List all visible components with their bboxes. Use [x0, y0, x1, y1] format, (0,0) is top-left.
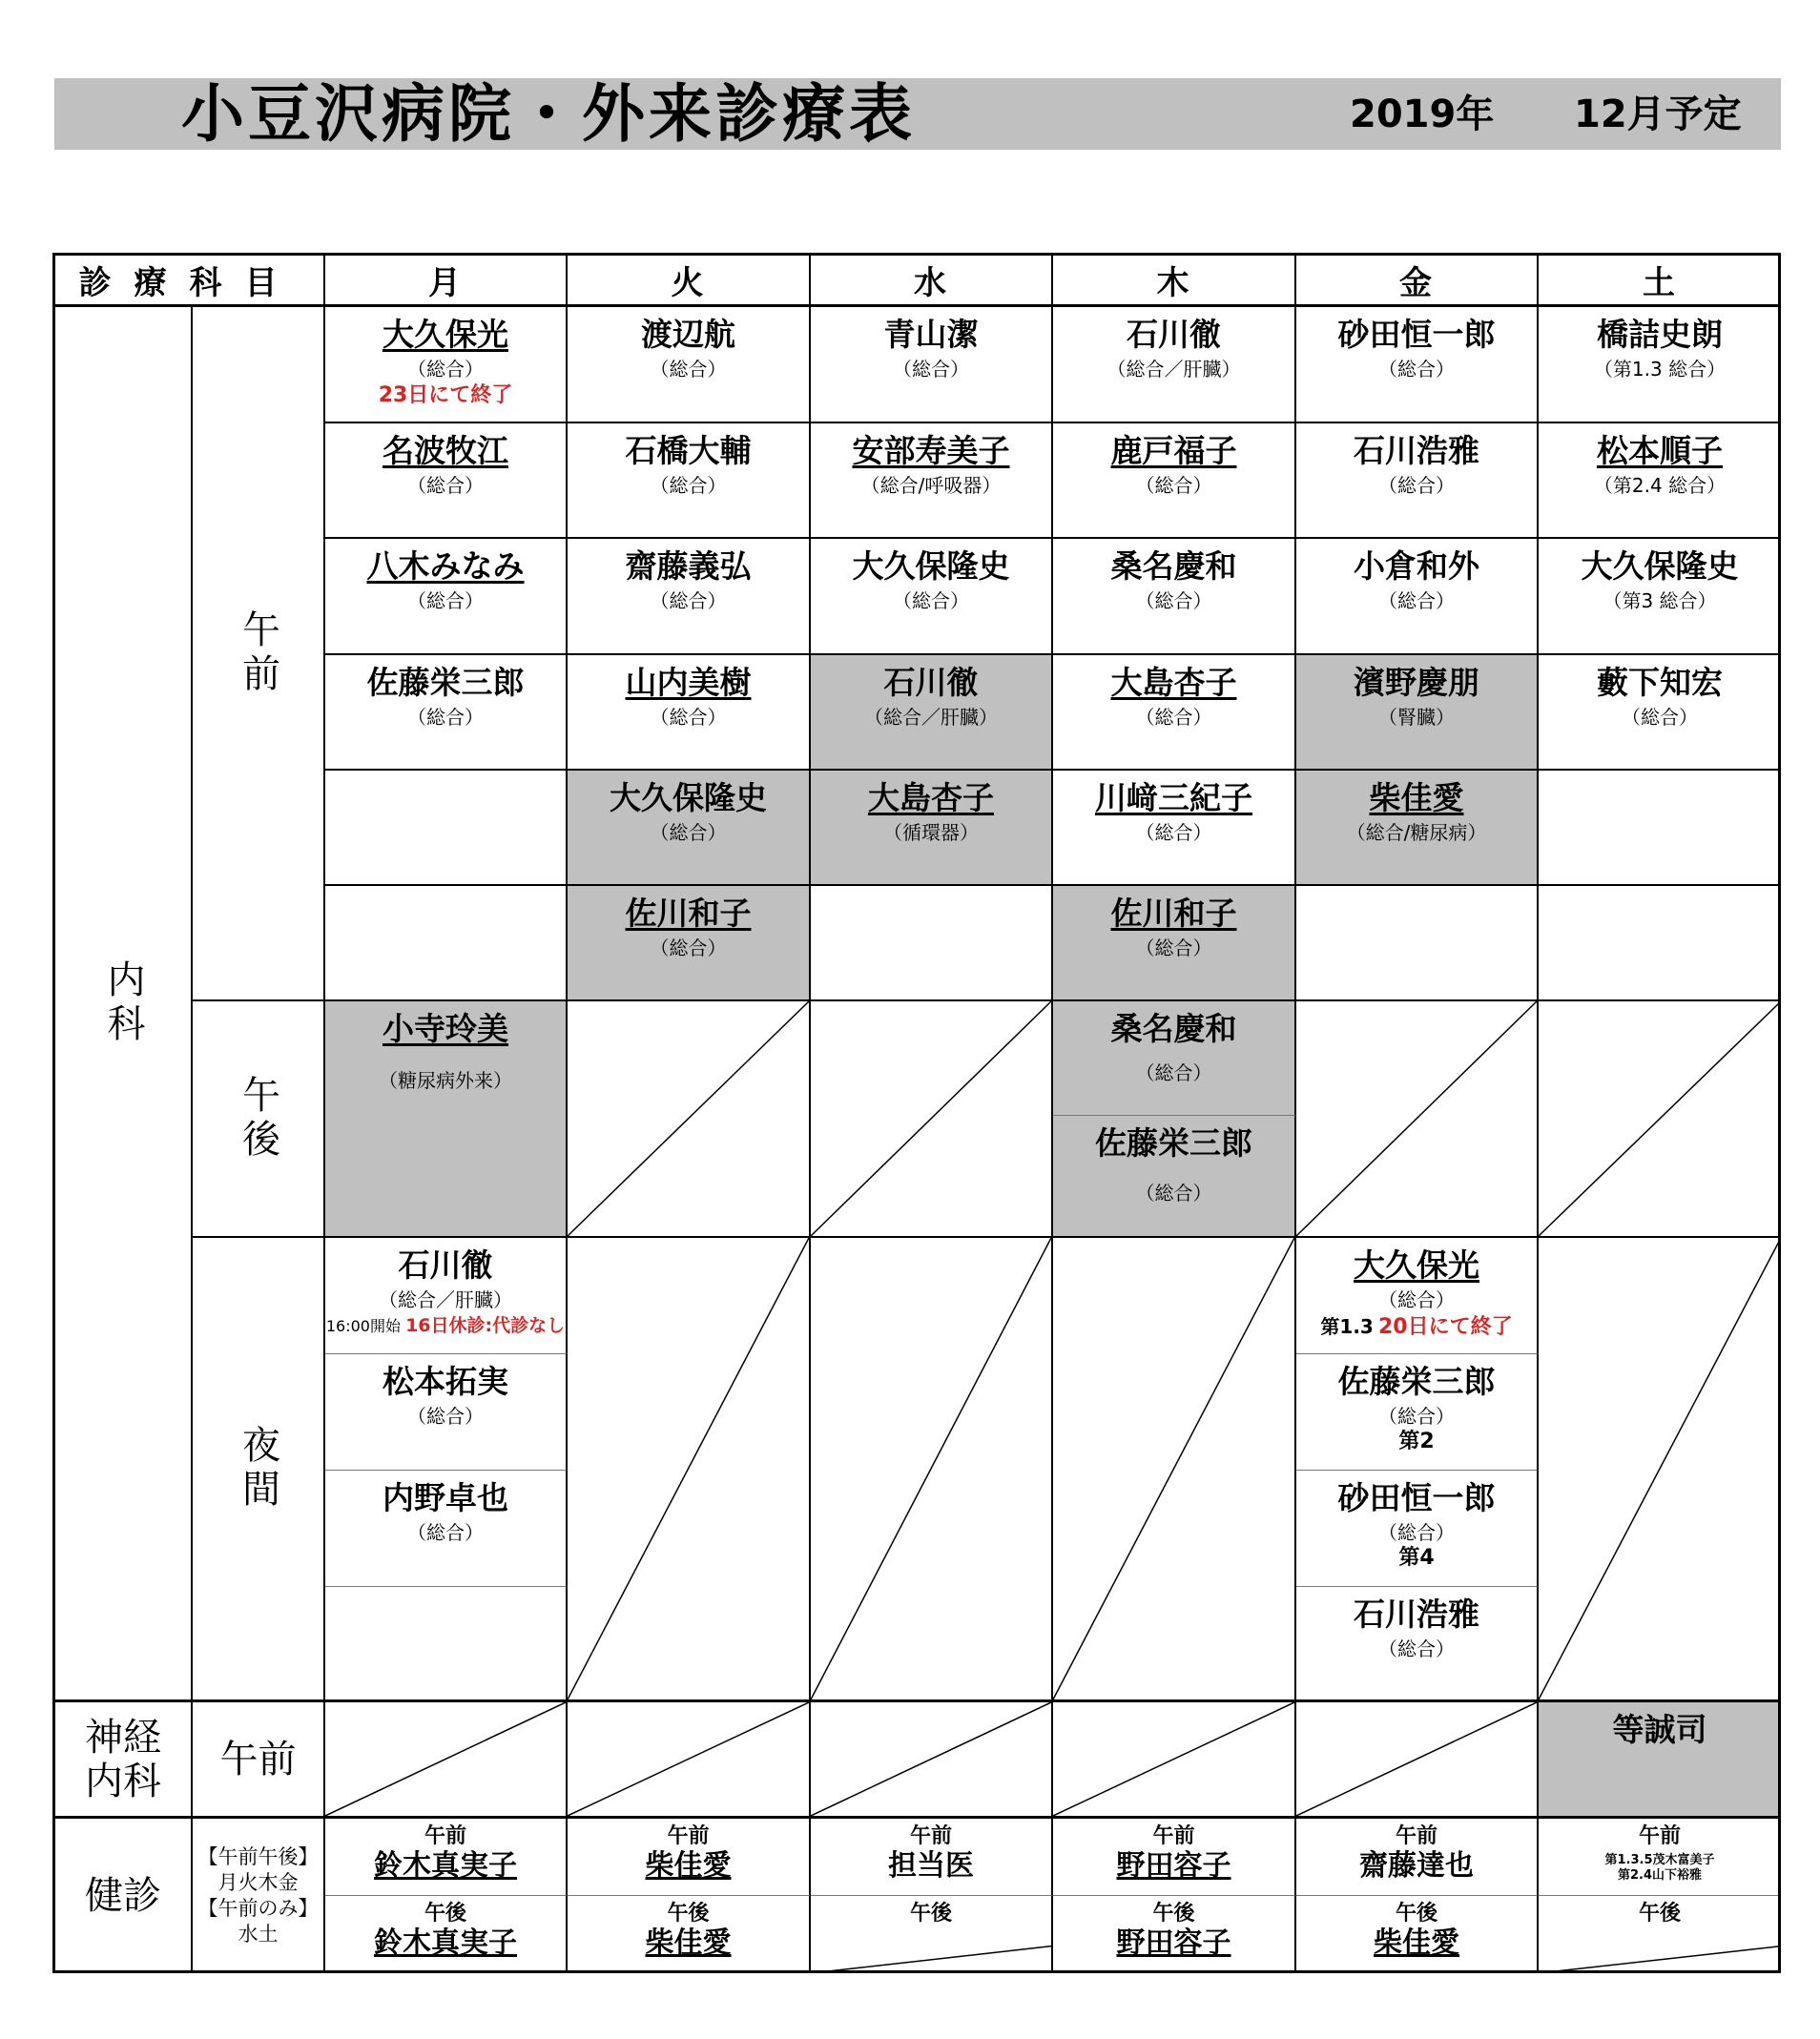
header-department [55, 256, 325, 307]
morning-r4-fri [1296, 655, 1539, 771]
closed-slash [568, 1238, 809, 1699]
specialty-note: （総合） [650, 358, 727, 381]
doctor-name: 大久保隆史 [852, 547, 1010, 585]
night-fri-3 [1296, 1471, 1539, 1587]
period-label: 午後 [1638, 1902, 1681, 1926]
morning-r4-thu [1053, 655, 1296, 771]
morning-r6-sat [1539, 886, 1781, 1001]
period-label: 午後 [667, 1902, 710, 1926]
morning-r4-mon [325, 655, 568, 771]
doctor-name: 川﨑三紀子 [1095, 779, 1252, 816]
specialty-note: （総合） [1135, 1182, 1212, 1205]
specialty-note: （総合） [1135, 474, 1212, 497]
specialty-note: （総合） [650, 474, 727, 497]
neuro-mon [325, 1702, 568, 1819]
doctor-name: 濱野慶朋 [1354, 664, 1479, 701]
morning-r3-fri [1296, 539, 1539, 655]
night-fri-4 [1296, 1587, 1539, 1702]
specialty-note: （総合／肝臓） [379, 1288, 512, 1311]
night-mon-2 [325, 1354, 568, 1471]
doctor-name: 山内美樹 [625, 664, 752, 701]
doctor-name: 内野卓也 [383, 1479, 508, 1516]
section-neuro-label: 神経内科 [85, 1715, 161, 1803]
specialty-note: （総合） [407, 358, 484, 381]
period-label: 午後 [1395, 1902, 1437, 1926]
doctor-name: 石橋大輔 [625, 432, 752, 469]
doctor-name: 野田容子 [1116, 1849, 1231, 1883]
header-day-tue [568, 256, 811, 307]
afternoon-thu-1 [1053, 1001, 1296, 1116]
kenshin-mon-am [325, 1819, 568, 1896]
section-morning-label: 午前 [236, 609, 280, 697]
doctor-name: 松本拓実 [383, 1363, 508, 1400]
header-day-label: 金 [1399, 264, 1434, 302]
specialty-note: （総合） [407, 474, 484, 497]
doctor-name: 齋藤達也 [1359, 1849, 1474, 1883]
header-day-label: 水 [914, 264, 948, 302]
doctor-name: 砂田恒一郎 [1337, 316, 1496, 353]
morning-r1-wed [811, 307, 1053, 423]
night-fri-2 [1296, 1354, 1539, 1471]
afternoon-fri [1296, 1001, 1539, 1238]
closed-slash [1053, 1702, 1294, 1816]
doctor-name: 佐川和子 [625, 895, 752, 932]
period-label: 午前 [1395, 1824, 1437, 1848]
neuro-wed [811, 1702, 1053, 1819]
neuro-sat [1539, 1702, 1781, 1819]
closed-slash [811, 1702, 1051, 1816]
morning-r6-wed [811, 886, 1053, 1001]
doctor-name: 大島杏子 [868, 779, 994, 816]
specialty-note: （総合/呼吸器） [860, 474, 1002, 497]
specialty-note: （総合） [1378, 1521, 1455, 1544]
kenshin-wed-pm [811, 1896, 1053, 1973]
section-neuro-period [193, 1702, 325, 1819]
night-fri-1 [1296, 1238, 1539, 1354]
morning-r2-tue [568, 423, 811, 539]
section-naika [55, 307, 193, 1702]
doctor-name: 佐藤栄三郎 [1337, 1363, 1496, 1400]
section-morning [193, 307, 325, 1001]
afternoon-tue [568, 1001, 811, 1238]
specialty-note: （総合） [893, 358, 969, 381]
section-kenshin-label: 健診 [85, 1874, 161, 1918]
section-night [193, 1238, 325, 1702]
specialty-note: （第1.3 総合） [1593, 358, 1727, 381]
doctor-name: 石川浩雅 [1354, 432, 1479, 469]
afternoon-sat [1539, 1001, 1781, 1238]
period-label: 午前 [424, 1824, 466, 1848]
morning-r4-tue [568, 655, 811, 771]
specialty-note: （循環器） [883, 821, 979, 844]
doctor-name: 等誠司 [1612, 1711, 1707, 1748]
specialty-note: （総合） [1135, 1061, 1212, 1084]
morning-r5-wed [811, 771, 1053, 886]
kenshin-tue-am [568, 1819, 811, 1896]
doctor-name: 青山潔 [883, 316, 979, 353]
closed-slash [811, 1001, 1051, 1236]
morning-r2-mon [325, 423, 568, 539]
header-day-label: 土 [1643, 264, 1677, 302]
period-label: 午後 [1152, 1902, 1195, 1926]
kenshin-schedule-note [193, 1819, 325, 1973]
closed-slash [1539, 1238, 1781, 1699]
morning-r5-tue [568, 771, 811, 886]
doctor-name: 安部寿美子 [852, 432, 1010, 469]
specialty-note: （総合） [650, 821, 727, 844]
period-label: 午前 [1638, 1824, 1681, 1848]
morning-r3-tue [568, 539, 811, 655]
section-night-label: 夜間 [236, 1425, 280, 1513]
specialty-note: （総合） [650, 937, 727, 959]
doctor-name: 小倉和外 [1354, 547, 1479, 585]
specialty-note: （総合） [407, 589, 484, 612]
closed-slash [811, 1896, 1051, 1973]
kenshin-thu-am [1053, 1819, 1296, 1896]
doctor-name: 柴佳愛 [645, 1926, 732, 1960]
closed-slash [1539, 1896, 1781, 1973]
doctor-name: 鈴木真実子 [374, 1926, 517, 1960]
morning-r5-mon [325, 771, 568, 886]
header-day-sat [1539, 256, 1781, 307]
doctor-rotation: 第2.4山下裕雅 [1617, 1868, 1703, 1883]
morning-r1-mon [325, 307, 568, 423]
morning-r2-wed [811, 423, 1053, 539]
end-notice: 20日にて終了 [1377, 1315, 1513, 1339]
title-month: 12月予定 [1574, 93, 1742, 136]
morning-r1-tue [568, 307, 811, 423]
doctor-name: 八木みなみ [366, 547, 525, 585]
period-label: 午前 [1152, 1824, 1195, 1848]
specialty-note: （総合） [1378, 589, 1455, 612]
specialty-note: （第2.4 総合） [1593, 474, 1727, 497]
doctor-name: 鈴木真実子 [374, 1849, 517, 1883]
specialty-note: （総合） [1378, 1637, 1455, 1660]
doctor-name: 齋藤義弘 [625, 547, 752, 585]
closed-slash [1296, 1001, 1537, 1236]
week-prefix: 第1.3 [1320, 1315, 1374, 1338]
doctor-name: 鹿戸福子 [1110, 432, 1237, 469]
morning-r1-sat [1539, 307, 1781, 423]
kenshin-tue-pm [568, 1896, 811, 1973]
morning-r4-wed [811, 655, 1053, 771]
section-naika-label: 内科 [101, 959, 145, 1047]
specialty-note: （糖尿病外来） [379, 1069, 512, 1092]
section-neuro [55, 1702, 193, 1819]
closed-slash [568, 1702, 809, 1816]
specialty-note: （腎臓） [1378, 706, 1455, 729]
specialty-note: （総合） [1378, 358, 1455, 381]
specialty-note: （総合/糖尿病） [1346, 821, 1487, 844]
header-day-wed [811, 256, 1053, 307]
header-department-label: 診療科目 [78, 264, 300, 302]
specialty-note: （総合） [893, 589, 969, 612]
neuro-thu [1053, 1702, 1296, 1819]
closed-slash [1539, 1001, 1781, 1236]
specialty-note: （総合） [407, 1405, 484, 1428]
specialty-note: （総合／肝臓） [864, 706, 998, 729]
specialty-note: （総合） [1378, 474, 1455, 497]
kenshin-sat-am [1539, 1819, 1781, 1896]
morning-r6-mon [325, 886, 568, 1001]
specialty-note: （第3 総合） [1603, 589, 1717, 612]
specialty-note: （総合） [650, 589, 727, 612]
week-note: 第4 [1398, 1546, 1435, 1570]
doctor-name: 佐川和子 [1110, 895, 1237, 932]
kenshin-wed-am [811, 1819, 1053, 1896]
doctor-name: 柴佳愛 [645, 1849, 732, 1883]
section-afternoon-label: 午後 [236, 1075, 280, 1163]
doctor-name: 柴佳愛 [1374, 1926, 1459, 1960]
kenshin-note: 【午前午後】 [197, 1845, 319, 1868]
doctor-name: 大島杏子 [1110, 664, 1237, 701]
neuro-fri [1296, 1702, 1539, 1819]
neuro-tue [568, 1702, 811, 1819]
doctor-name: 大久保隆史 [610, 779, 767, 816]
kenshin-fri-pm [1296, 1896, 1539, 1973]
doctor-name: 石川徹 [1127, 316, 1221, 353]
doctor-name: 渡辺航 [641, 316, 735, 353]
header-day-mon [325, 256, 568, 307]
doctor-name: 藪下知宏 [1597, 664, 1723, 701]
morning-r5-fri [1296, 771, 1539, 886]
morning-r3-thu [1053, 539, 1296, 655]
morning-r2-fri [1296, 423, 1539, 539]
specialty-note: （総合） [1378, 1405, 1455, 1428]
night-mon-1 [325, 1238, 568, 1354]
morning-r5-sat [1539, 771, 1781, 886]
night-mon-1-notice [325, 1314, 566, 1338]
night-mon-4 [325, 1587, 568, 1702]
end-notice: 23日にて終了 [378, 383, 513, 407]
kenshin-note: 月火木金 [217, 1871, 299, 1894]
doctor-name: 佐藤栄三郎 [1095, 1124, 1252, 1162]
morning-r1-thu [1053, 307, 1296, 423]
period-label: 午前 [909, 1824, 952, 1848]
doctor-name: 柴佳愛 [1369, 779, 1464, 816]
period-label: 午後 [909, 1902, 952, 1926]
doctor-name: 佐藤栄三郎 [366, 664, 525, 701]
specialty-note: （総合） [1135, 706, 1212, 729]
specialty-note: （総合） [407, 1521, 484, 1544]
header-day-fri [1296, 256, 1539, 307]
doctor-name: 野田容子 [1116, 1926, 1231, 1960]
specialty-note: （総合） [1135, 937, 1212, 959]
kenshin-note: 水土 [238, 1923, 279, 1946]
doctor-name: 大久保光 [1354, 1246, 1479, 1284]
morning-r3-sat [1539, 539, 1781, 655]
doctor-name: 桑名慶和 [1110, 1010, 1237, 1047]
kenshin-fri-am [1296, 1819, 1539, 1896]
morning-r2-thu [1053, 423, 1296, 539]
doctor-name: 大久保隆史 [1581, 547, 1739, 585]
closed-notice: 16日休診:代診なし [405, 1315, 566, 1336]
kenshin-sat-pm [1539, 1896, 1781, 1973]
morning-r2-sat [1539, 423, 1781, 539]
specialty-note: （総合） [1378, 1288, 1455, 1311]
specialty-note: （総合） [1135, 821, 1212, 844]
doctor-name: 石川徹 [398, 1246, 493, 1284]
kenshin-note: 【午前のみ】 [197, 1897, 319, 1920]
night-fri-1-notice [1296, 1314, 1537, 1341]
specialty-note: （総合） [1135, 589, 1212, 612]
doctor-name: 砂田恒一郎 [1337, 1479, 1496, 1516]
closed-slash [811, 1238, 1051, 1699]
doctor-name: 大久保光 [383, 316, 508, 353]
title-year: 2019年 [1350, 93, 1495, 136]
morning-r6-thu [1053, 886, 1296, 1001]
header-day-label: 木 [1156, 264, 1191, 302]
kenshin-thu-pm [1053, 1896, 1296, 1973]
kenshin-mon-pm [325, 1896, 568, 1973]
week-note: 第2 [1398, 1430, 1435, 1453]
night-sat [1539, 1238, 1781, 1702]
header-day-label: 火 [671, 264, 706, 302]
closed-slash [325, 1702, 566, 1816]
section-afternoon [193, 1001, 325, 1238]
morning-r6-tue [568, 886, 811, 1001]
night-wed [811, 1238, 1053, 1702]
morning-r6-fri [1296, 886, 1539, 1001]
specialty-note: （総合／肝臓） [1106, 358, 1241, 381]
doctor-name: 石川浩雅 [1354, 1596, 1479, 1633]
doctor-name: 石川徹 [883, 664, 979, 701]
closed-slash [1053, 1238, 1294, 1699]
period-label: 午前 [667, 1824, 710, 1848]
doctor-name: 橋詰史朗 [1597, 316, 1723, 353]
doctor-name: 小寺玲美 [383, 1010, 508, 1047]
doctor-name: 松本順子 [1597, 432, 1723, 469]
morning-r3-wed [811, 539, 1053, 655]
doctor-rotation: 第1.3.5茂木富美子 [1604, 1853, 1715, 1867]
night-tue [568, 1238, 811, 1702]
afternoon-thu-2 [1053, 1116, 1296, 1238]
doctor-name: 桑名慶和 [1110, 547, 1237, 585]
doctor-name: 名波牧江 [383, 432, 508, 469]
specialty-note: （総合） [407, 706, 484, 729]
morning-r3-mon [325, 539, 568, 655]
morning-r5-thu [1053, 771, 1296, 886]
page-title: 小豆沢病院・外来診療表 [181, 77, 916, 151]
specialty-note: （総合） [1622, 706, 1698, 729]
start-time: 16:00開始 [325, 1317, 401, 1335]
afternoon-wed [811, 1001, 1053, 1238]
closed-slash [568, 1001, 809, 1236]
morning-r4-sat [1539, 655, 1781, 771]
period-label: 午後 [424, 1902, 466, 1926]
afternoon-mon [325, 1001, 568, 1238]
header-day-thu [1053, 256, 1296, 307]
night-mon-3 [325, 1471, 568, 1587]
morning-r1-fri [1296, 307, 1539, 423]
doctor-name: 担当医 [888, 1849, 974, 1883]
section-kenshin [55, 1819, 193, 1973]
header-day-label: 月 [428, 264, 463, 302]
closed-slash [1296, 1702, 1537, 1816]
neuro-period-label: 午前 [219, 1737, 297, 1782]
night-thu [1053, 1238, 1296, 1702]
specialty-note: （総合） [650, 706, 727, 729]
